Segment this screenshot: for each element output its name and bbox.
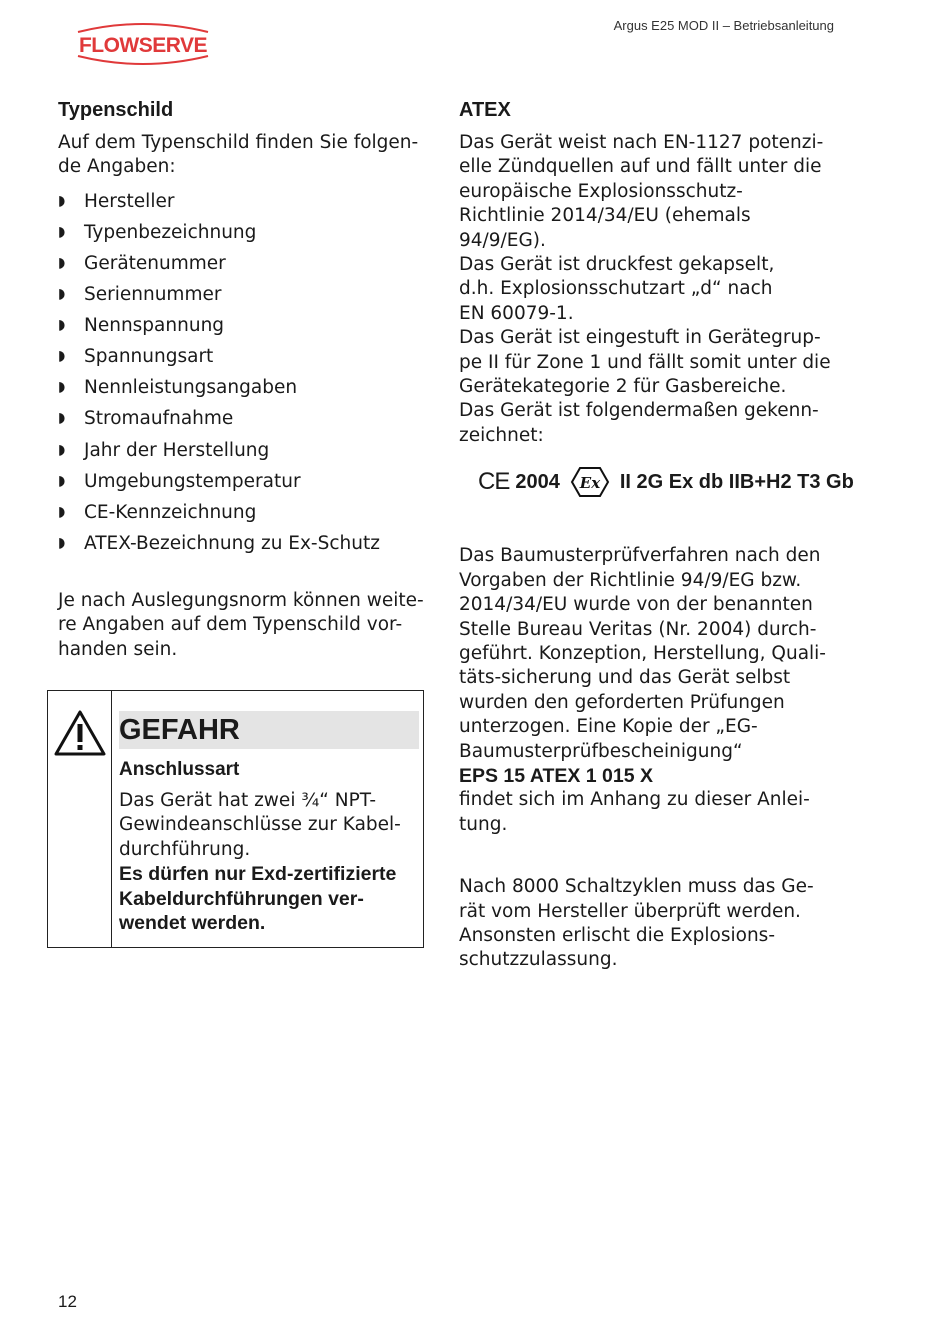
list-item: ◗ CE-Kennzeichnung [58, 497, 438, 528]
bullet-icon: ◗ [58, 410, 66, 427]
list-item: ◗ Spannungsart [58, 341, 438, 372]
text-line: Das Baumusterprüfverfahren nach den [459, 545, 821, 567]
bullet-icon: ◗ [58, 348, 66, 365]
flowserve-logo [72, 22, 214, 66]
list-item: ◗ Hersteller [58, 186, 438, 217]
bullet-icon: ◗ [58, 379, 66, 396]
text-line: Das Gerät ist druckfest gekapselt, [459, 254, 775, 276]
text-line: Nach 8000 Schaltzyklen muss das Ge- [459, 876, 814, 898]
text-line: tung. [459, 813, 508, 835]
text-line: Richtlinie 2014/34/EU (ehemals [459, 205, 751, 227]
ce-mark: CE [478, 468, 510, 495]
list-item: ◗ Umgebungstemperatur [58, 466, 438, 497]
ex-symbol-text: Ex [579, 474, 601, 492]
text-line: 94/9/EG). [459, 229, 546, 251]
right-column [459, 97, 869, 973]
note-text-line: handen sein. [58, 638, 178, 660]
svg-text:FLOWSERVE: FLOWSERVE [78, 34, 208, 57]
page-number: 12 [58, 1292, 77, 1311]
bullet-icon: ◗ [58, 223, 66, 240]
text-line: Das Gerät ist eingestuft in Gerätegrup- [459, 327, 821, 349]
bullet-icon: ◗ [58, 192, 66, 209]
danger-text-line: Das Gerät hat zwei ¾“ NPT- [119, 790, 377, 811]
intro-text-line: de Angaben: [58, 156, 176, 178]
text-line: rät vom Hersteller überprüft werden. [459, 900, 801, 922]
danger-text-line: durchführung. [119, 838, 251, 860]
list-item: ◗ Gerätenummer [58, 248, 438, 279]
note-text-line: Je nach Auslegungsnorm können weite- [58, 589, 424, 611]
danger-icon-column [48, 691, 112, 947]
text-line: EN 60079-1. [459, 302, 574, 324]
list-item: ◗ Nennspannung [58, 310, 438, 341]
text-line: Gerätekategorie 2 für Gasbereiche. [459, 376, 787, 398]
bullet-icon: ◗ [58, 503, 66, 520]
text-line: findet sich im Anhang zu dieser Anlei- [459, 789, 810, 811]
danger-content [119, 711, 419, 935]
text-line: Stelle Bureau Veritas (Nr. 2004) durch- [459, 618, 817, 640]
text-line: täts-sicherung und das Gerät selbst [459, 667, 791, 689]
certificate-number: EPS 15 ATEX 1 015 X [459, 764, 654, 787]
notified-body-number: 2004 [515, 470, 560, 493]
bullet-icon: ◗ [58, 534, 66, 551]
list-item: ◗ Jahr der Herstellung [58, 435, 438, 466]
text-line: Ansonsten erlischt die Explosions- [459, 924, 775, 946]
document-title: Argus E25 MOD II – Betriebsanleitung [613, 18, 834, 33]
danger-text-line: Gewindeanschlüsse zur Kabel- [119, 814, 401, 836]
section-heading-atex: ATEX [459, 99, 511, 121]
bullet-icon: ◗ [58, 255, 66, 271]
danger-notice-box [47, 690, 424, 948]
text-line: d.h. Explosionsschutzart „d“ nach [459, 278, 773, 300]
nameplate-list [58, 186, 438, 559]
danger-subtitle: Anschlussart [119, 759, 240, 780]
atex-paragraph-3 [459, 875, 869, 973]
text-line: schutzzulassung. [459, 949, 618, 971]
warning-triangle-icon [54, 709, 106, 757]
left-column [58, 97, 438, 662]
text-line: europäische Explosionsschutz- [459, 180, 743, 202]
text-line: elle Zündquellen auf und fällt unter die [459, 156, 822, 178]
list-item: ◗ Stromaufnahme [58, 403, 438, 434]
atex-paragraph-2 [459, 544, 869, 837]
bullet-icon: ◗ [58, 472, 66, 489]
bullet-icon: ◗ [58, 286, 66, 303]
text-line: 2014/34/EU wurde von der benannten [459, 594, 813, 616]
danger-bold-line: Kabeldurchführungen ver- [119, 887, 364, 910]
text-line: Vorgaben der Richtlinie 94/9/EG bzw. [459, 569, 802, 591]
section-heading-typenschild: Typenschild [58, 99, 174, 121]
intro-text-line: Auf dem Typenschild finden Sie folgen- [58, 132, 419, 153]
danger-bold-line: wendet werden. [119, 912, 266, 935]
text-line: unterzogen. Eine Kopie der „EG- [459, 716, 758, 738]
danger-bold-line: Es dürfen nur Exd-zertifizierte [119, 863, 397, 886]
list-item: ◗ ATEX-Bezeichnung zu Ex-Schutz [58, 528, 438, 559]
bullet-icon: ◗ [58, 317, 66, 334]
text-line: zeichnet: [459, 424, 544, 446]
text-line: geführt. Konzeption, Herstellung, Quali- [459, 642, 826, 664]
note-text-line: re Angaben auf dem Typenschild vor- [58, 614, 403, 636]
list-item: ◗ Typenbezeichnung [58, 217, 438, 248]
text-line: Baumusterprüfbescheinigung“ [459, 740, 743, 762]
list-item: ◗ Seriennummer [58, 279, 438, 310]
text-line: pe II für Zone 1 und fällt somit unter die [459, 351, 831, 373]
ex-code: II 2G Ex db IIB+H2 T3 Gb [619, 470, 854, 493]
text-line: wurden den geforderten Prüfungen [459, 691, 785, 713]
ex-marking [478, 465, 878, 499]
list-item: ◗ Nennleistungsangaben [58, 372, 438, 403]
text-line: Das Gerät weist nach EN-1127 potenzi- [459, 132, 824, 153]
text-line: Das Gerät ist folgendermaßen gekenn- [459, 400, 819, 422]
atex-paragraph-1 [459, 131, 869, 448]
bullet-icon: ◗ [58, 441, 66, 458]
ex-hexagon-icon [570, 466, 610, 498]
danger-title: GEFAHR [119, 711, 419, 749]
